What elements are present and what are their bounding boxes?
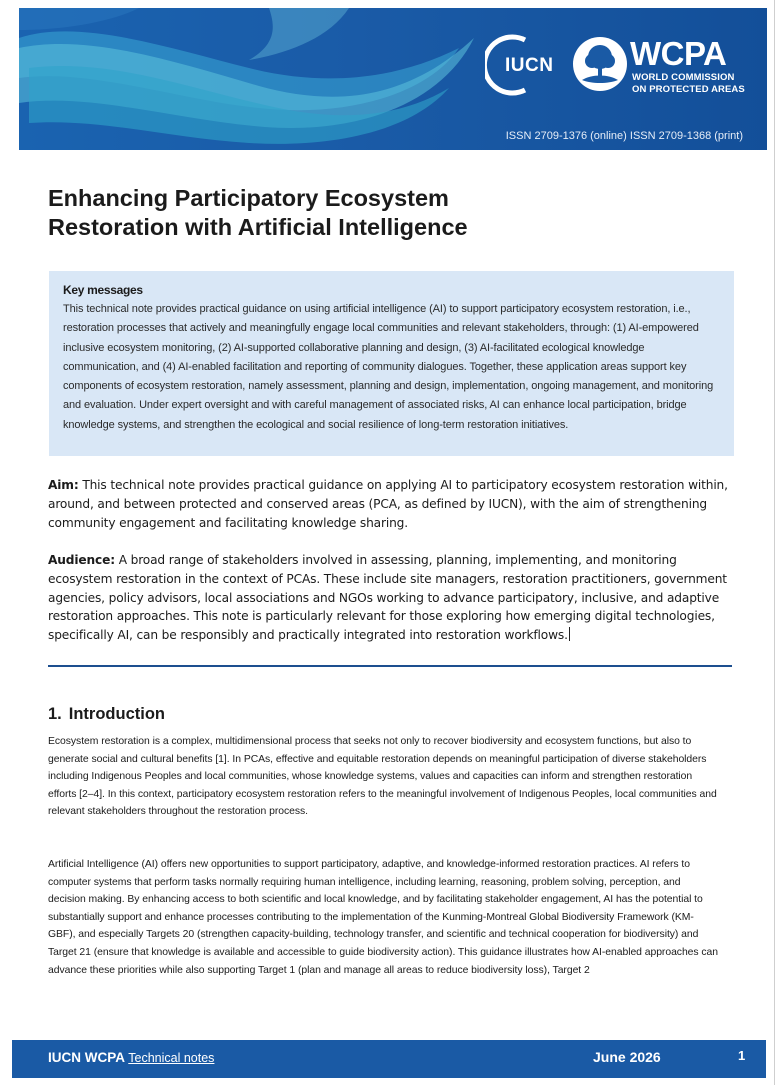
page-footer: [12, 1040, 766, 1078]
key-messages-box: [49, 271, 734, 456]
text-cursor: [569, 627, 570, 641]
section-heading-text: Introduction: [68, 705, 165, 723]
footer-series: [48, 1050, 214, 1065]
footer-series-link[interactable]: Technical notes: [128, 1051, 215, 1065]
key-messages-heading: Key messages: [63, 283, 143, 297]
document-title: [48, 184, 648, 242]
introduction-heading: [48, 705, 165, 724]
audience-text: A broad range of stakeholders involved in assessing, planning, implementing, and monitoring ecosystem restoration in the context of PCAs. These include site managers, restoration practitioners, government agencies, policy advisors, local associations and NGOs working to advance participatory, inclusive, and adaptive restoration approaches. This note is particularly relevant for those exploring how emerging digital technologies, specifically AI, can be responsibly and practically integrated into restoration workflows.: [48, 553, 727, 643]
aim-paragraph: [48, 476, 728, 532]
aim-text: This technical note provides practical guidance on applying AI to participatory ecosystem restoration within, around, and between protected and conserved areas (PCA, as defined by IUCN), with the aim of strengthening community engagement and facilitating knowledge sharing.: [48, 478, 728, 530]
wcpa-subtitle-line1: WORLD COMMISSION: [632, 72, 735, 83]
wcpa-subtitle: [632, 72, 745, 96]
footer-date: June 2026: [593, 1049, 661, 1065]
introduction-paragraph-2: Artificial Intelligence (AI) offers new opportunities to support participatory, adaptive, and knowledge-informed restoration practices. AI refers to computer systems that perform tasks normally requiring human intelligence, including learning, reasoning, problem solving, perception, and decision making. By enhancing access to both scientific and local knowledge, and by facilitating stakeholder engagement, AI has the potential to substantially support and enhance processes contributing to the implementation of the Kunming-Montreal Global Biodiversity Framework (KM-GBF), and especially Targets 20 (strengthen capacity-building, technology transfer, and scientific and technical cooperation for biodiversity) and Target 21 (ensure that knowledge is available and accessible to guide biodiversity action). This guidance illustrates how AI-enabled approaches can advance these priorities while also supporting Target 1 (plan and manage all areas to reduce biodiversity loss), Target 2: [48, 859, 718, 976]
audience-paragraph: [48, 551, 728, 645]
aim-label: Aim:: [48, 478, 79, 492]
introduction-paragraph-1: Ecosystem restoration is a complex, multidimensional process that seeks not only to recover biodiversity and ecosystem functions, but also to generate social and cultural benefits [1]. In PCAs, effective and equitable restoration depends on meaningful participation of diverse stakeholders including Indigenous Peoples and local communities, whose knowledge systems, values and capacities can inform and strengthen restoration efforts [2–4]. In this context, participatory ecosystem restoration refers to the meaningful involvement of Indigenous Peoples, local communities and relevant stakeholders throughout the restoration process.: [48, 736, 717, 818]
header-banner: [19, 8, 767, 150]
wcpa-subtitle-line2: ON PROTECTED AREAS: [632, 84, 745, 95]
issn-numbers: ISSN 2709-1376 (online) ISSN 2709-1368 (print): [505, 130, 743, 142]
footer-org: IUCN WCPA: [48, 1050, 125, 1065]
document-title-line2: Restoration with Artificial Intelligence: [48, 214, 468, 240]
section-divider: [48, 665, 732, 667]
page-number: 1: [738, 1048, 746, 1063]
wcpa-logo-text: WCPA: [630, 35, 727, 72]
audience-label: Audience:: [48, 553, 115, 567]
wcpa-tree-logo-icon: [572, 36, 628, 92]
wave-graphic: [19, 8, 489, 150]
iucn-logo-text: IUCN: [505, 55, 554, 76]
key-messages-body: This technical note provides practical guidance on using artificial intelligence (AI) to support participatory ecosystem restoration, i.e., restoration processes that actively and meaningfully engage local communities and relevant stakeholders, through: (1) AI-empowered inclusive ecosystem monitoring, (2) AI-supported collaborative planning and design, (3) AI-facilitated ecological knowledge communication, and (4) AI-enabled facilitation and reporting of community dialogues. Together, these application areas support key components of ecosystem restoration, namely assessment, planning and design, implementation, ongoing management, and monitoring and evaluation. Under expert oversight and with careful management of associated risks, AI can enhance local participation, bridge knowledge systems, and strengthen the ecological and social resilience of long-term restoration initiatives.: [63, 303, 714, 431]
document-title-line1: Enhancing Participatory Ecosystem: [48, 185, 449, 211]
section-number: 1.: [48, 705, 62, 723]
